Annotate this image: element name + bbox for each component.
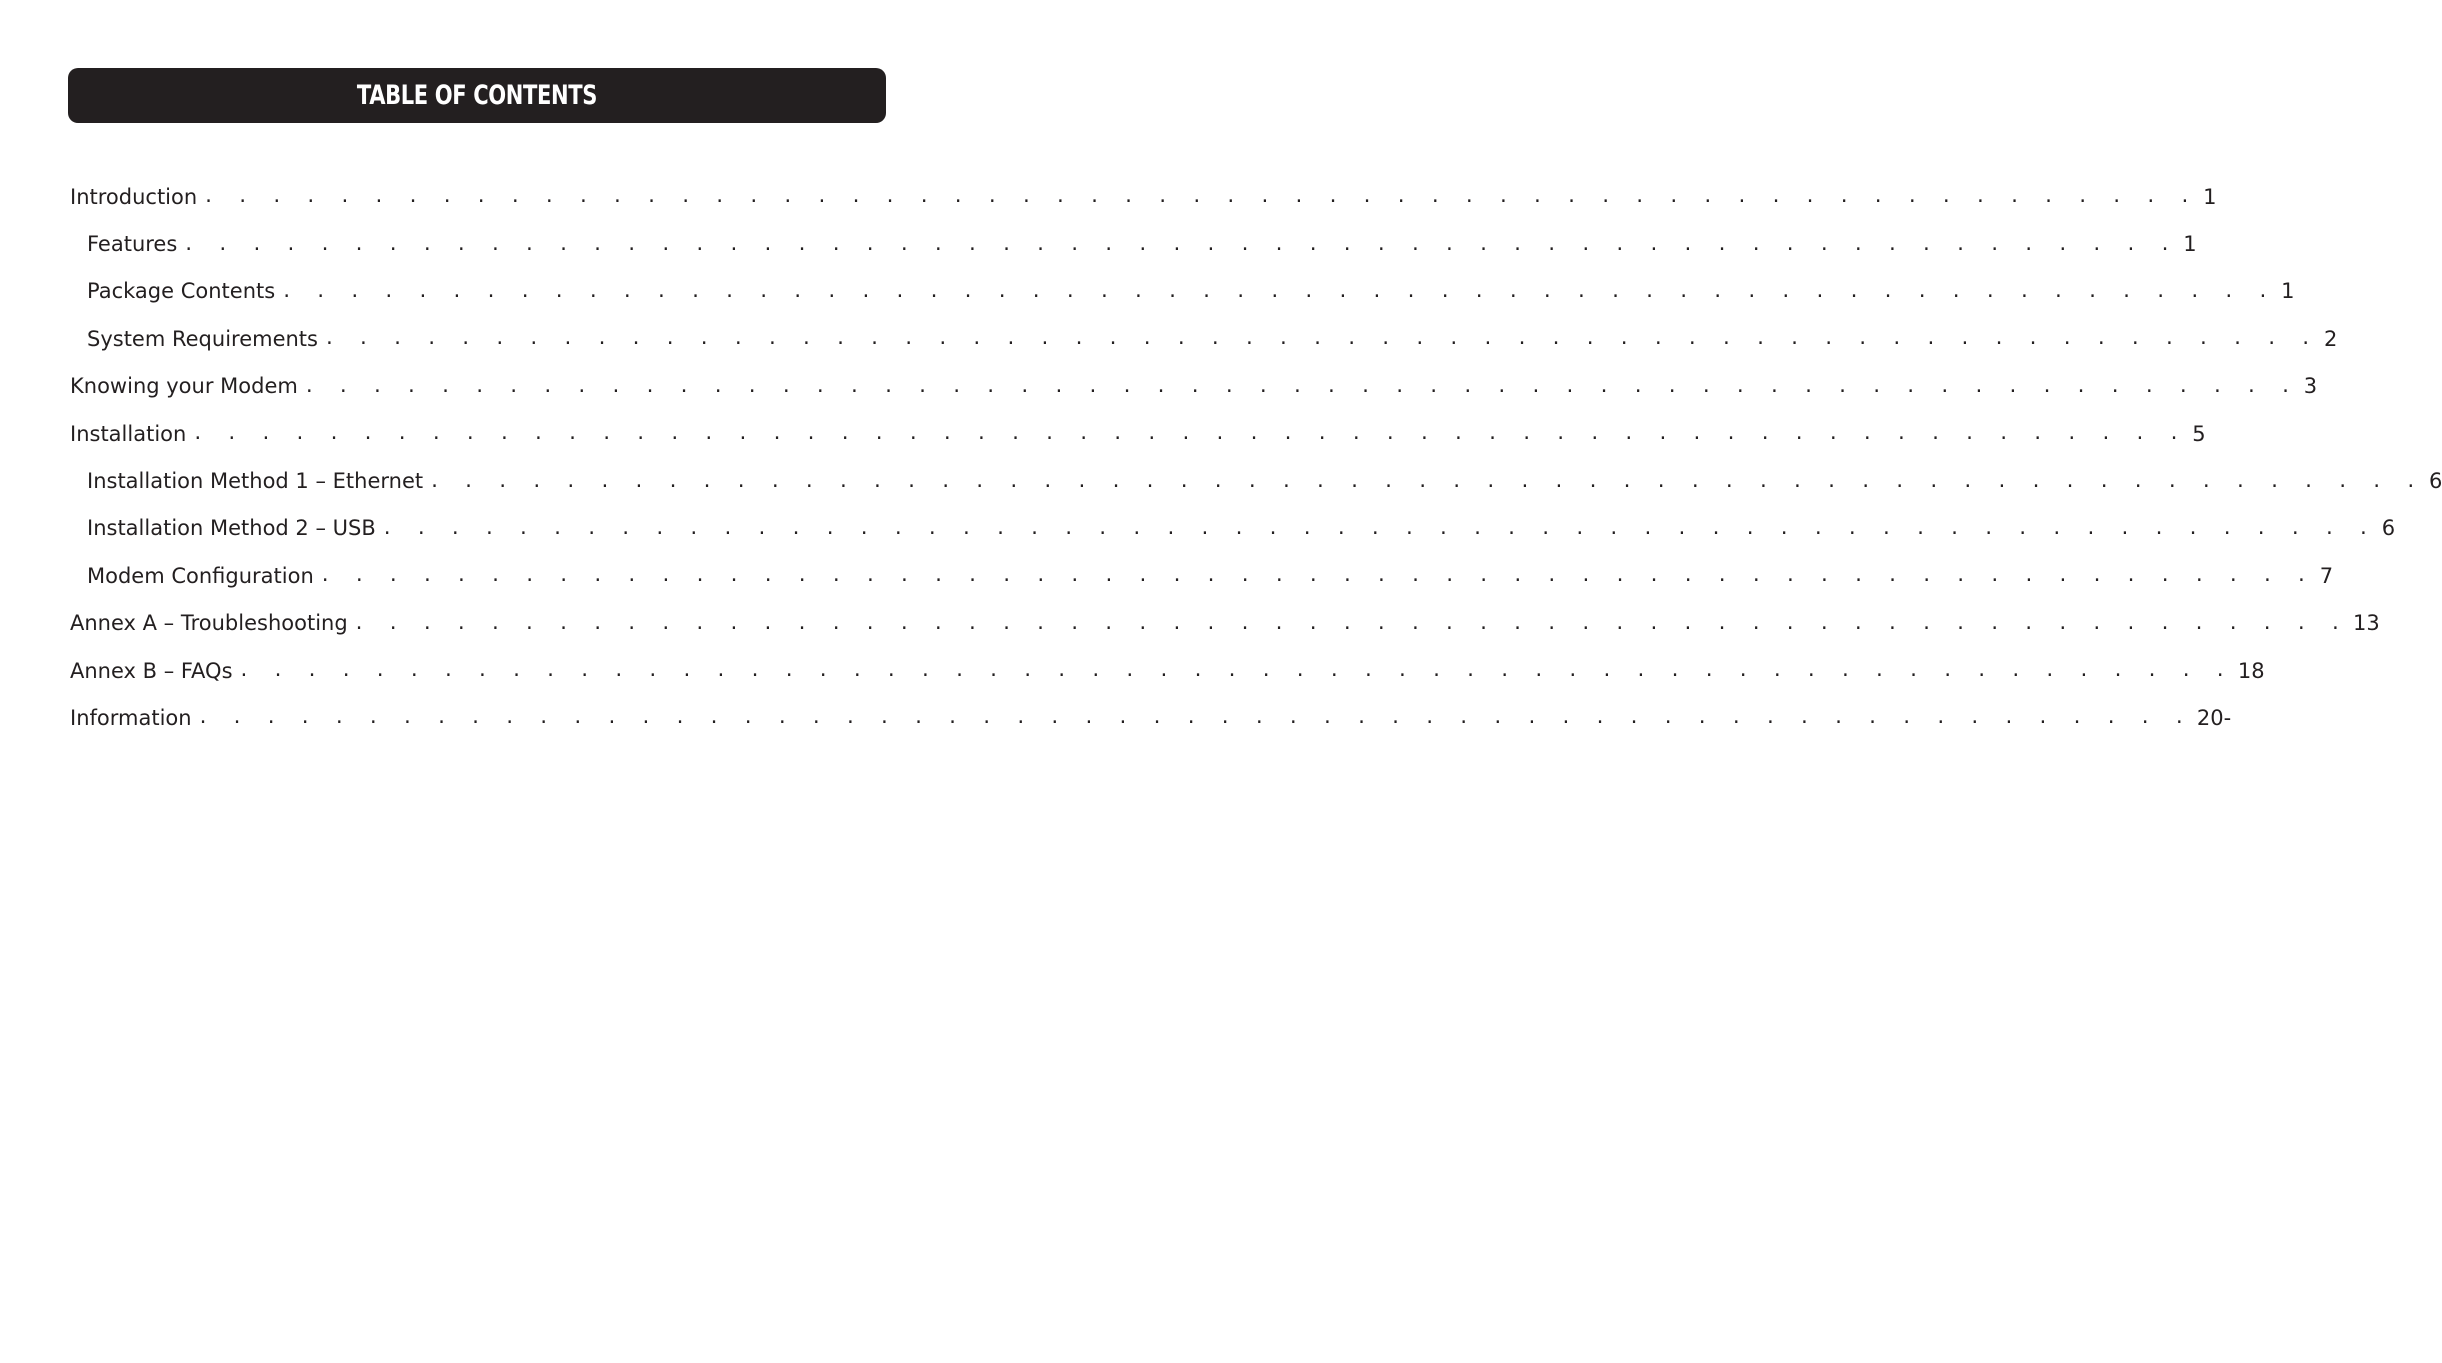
toc-entry-title: Installation Method 2 – USB (87, 516, 382, 540)
toc-entry[interactable] (70, 173, 2217, 220)
toc-leader-dots: . . . . . . . . . . . . . . . . . . . . . . . . . . . . . . . . . . . . . . . . . . . . . . . . . . . . . . . . . . . (197, 707, 2191, 729)
toc-leader-dots: . . . . . . . . . . . . . . . . . . . . . . . . . . . . . . . . . . . . . . . . . . . . . . . . . . . . . . . . . . . (281, 280, 2275, 302)
toc-leader-dots: . . . . . . . . . . . . . . . . . . . . . . . . . . . . . . . . . . . . . . . . . . . . . . . . . . . . . . . . . . . (381, 517, 2376, 539)
table-of-contents (70, 173, 2442, 742)
toc-leader-dots: . . . . . . . . . . . . . . . . . . . . . . . . . . . . . . . . . . . . . . . . . . . . . . . . . . . . . . . . . . . (192, 423, 2186, 445)
toc-leader-dots: . . . . . . . . . . . . . . . . . . . . . . . . . . . . . . . . . . . . . . . . . . . . . . . . . . . . . . . . . . . (323, 328, 2318, 350)
toc-entry-title: Installation (70, 422, 192, 446)
toc-entry-title: Package Contents (87, 279, 281, 303)
toc-entry[interactable] (70, 268, 2295, 315)
toc-entry[interactable] (70, 457, 2442, 504)
toc-entry-title: Modem Configuration (87, 564, 320, 588)
toc-leader-dots: . . . . . . . . . . . . . . . . . . . . . . . . . . . . . . . . . . . . . . . . . . . . . . . . . . . . . . . . . . . (319, 565, 2314, 587)
toc-entry-page: 20- (2191, 706, 2231, 730)
toc-leader-dots: . . . . . . . . . . . . . . . . . . . . . . . . . . . . . . . . . . . . . . . . . . . . . . . . . . . . . . . . . . . (303, 375, 2298, 397)
toc-entry[interactable] (70, 552, 2334, 599)
toc-entry-page: 2 (2317, 327, 2337, 351)
toc-entry-page: 13 (2347, 611, 2380, 635)
toc-entry-title: System Requirements (87, 327, 324, 351)
toc-entry-title: Annex A – Troubleshooting (70, 611, 354, 635)
toc-entry[interactable] (70, 694, 2232, 741)
header-bar (68, 68, 886, 123)
toc-entry-page: 6 (2422, 469, 2442, 493)
toc-leader-dots: . . . . . . . . . . . . . . . . . . . . . . . . . . . . . . . . . . . . . . . . . . . . . . . . . . . . . . . . . . . (203, 186, 2197, 208)
toc-entry[interactable] (70, 600, 2380, 647)
toc-entry-page: 5 (2186, 422, 2206, 446)
toc-entry[interactable] (70, 647, 2265, 694)
toc-entry[interactable] (70, 363, 2318, 410)
toc-entry-page: 7 (2313, 564, 2333, 588)
toc-leader-dots: . . . . . . . . . . . . . . . . . . . . . . . . . . . . . . . . . . . . . . . . . . . . . . . . . . . . . . . . . . . (353, 612, 2347, 634)
toc-entry[interactable] (70, 410, 2206, 457)
toc-entry-page: 1 (2275, 279, 2295, 303)
toc-entry-page: 18 (2232, 659, 2265, 683)
toc-entry-title: Features (87, 232, 183, 256)
toc-entry-page: 1 (2177, 232, 2197, 256)
toc-leader-dots: . . . . . . . . . . . . . . . . . . . . . . . . . . . . . . . . . . . . . . . . . . . . . . . . . . . . . . . . . . . (238, 660, 2232, 682)
toc-leader-dots: . . . . . . . . . . . . . . . . . . . . . . . . . . . . . . . . . . . . . . . . . . . . . . . . . . . . . . . . . . . (429, 470, 2423, 492)
toc-entry[interactable] (70, 315, 2338, 362)
toc-entry-page: 1 (2197, 185, 2217, 209)
toc-entry-title: Annex B – FAQs (70, 659, 239, 683)
toc-entry[interactable] (70, 505, 2396, 552)
toc-entry-title: Information (70, 706, 198, 730)
toc-entry-title: Installation Method 1 – Ethernet (87, 469, 429, 493)
toc-entry-page: 6 (2375, 516, 2395, 540)
toc-entry[interactable] (70, 220, 2197, 267)
toc-leader-dots: . . . . . . . . . . . . . . . . . . . . . . . . . . . . . . . . . . . . . . . . . . . . . . . . . . . . . . . . . . . (183, 233, 2177, 255)
toc-entry-page: 3 (2297, 374, 2317, 398)
page-title: TABLE OF CONTENTS (356, 80, 598, 111)
toc-entry-title: Introduction (70, 185, 203, 209)
toc-entry-title: Knowing your Modem (70, 374, 304, 398)
